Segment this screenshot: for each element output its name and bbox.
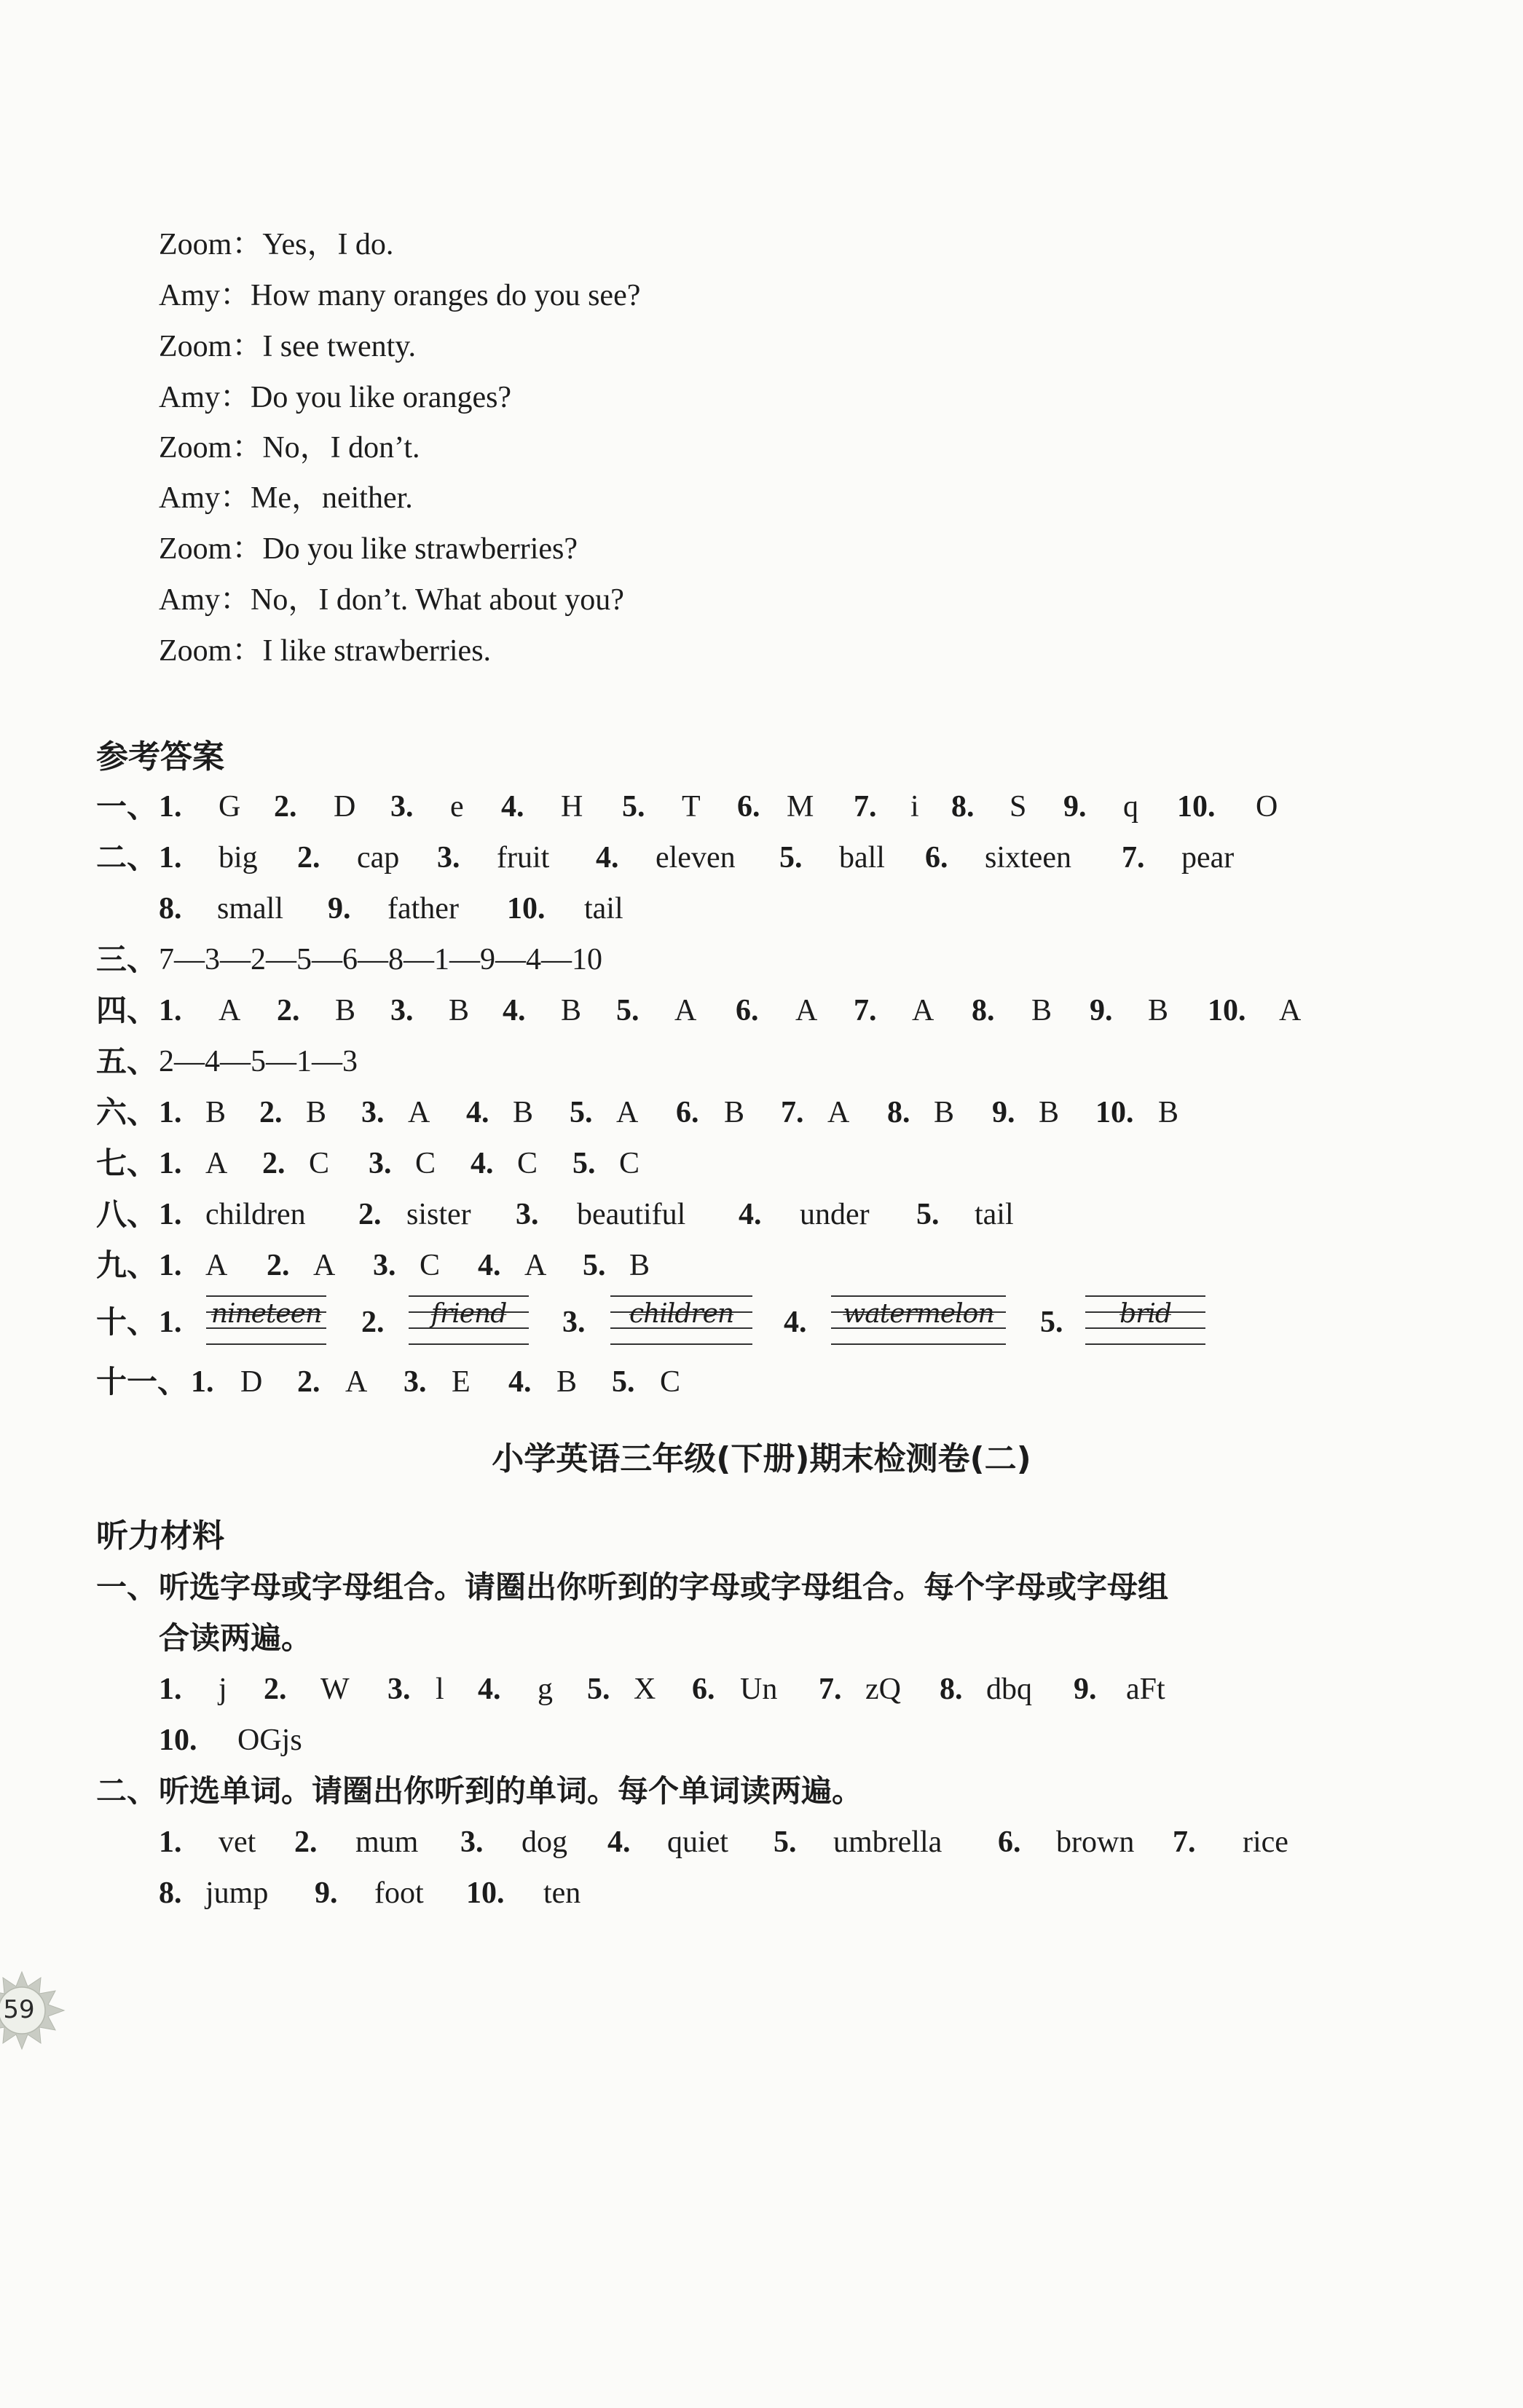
item-number: 2. — [264, 1673, 287, 1706]
item-number: 4. — [466, 1096, 489, 1129]
listening-heading: 听力材料 — [96, 1517, 224, 1555]
test-title: 小学英语三年级(下册)期末检测卷(二) — [492, 1440, 1031, 1477]
item-number: 9. — [992, 1096, 1015, 1129]
item-answer: A — [205, 1147, 228, 1180]
item-option: g — [538, 1673, 553, 1706]
item-answer: C — [619, 1147, 640, 1180]
listening-2-lead: 二、 — [96, 1773, 158, 1809]
item-number: 5. — [583, 1249, 606, 1282]
dialogue-line: Zoom：No，I don’t. — [159, 431, 420, 465]
item-answer: A — [205, 1249, 228, 1282]
item-number: 4. — [739, 1198, 762, 1231]
page-number-badge — [0, 1970, 70, 2050]
section-lead: 五、 — [96, 1043, 158, 1079]
item-answer: e — [450, 790, 464, 824]
listening-1-lead: 一、 — [96, 1569, 158, 1605]
item-option: quiet — [667, 1825, 728, 1859]
item-number: 10. — [1208, 994, 1246, 1027]
item-answer: A — [408, 1096, 430, 1129]
handwriting-box — [409, 1295, 529, 1343]
item-number: 5. — [570, 1096, 593, 1129]
item-answer: A — [795, 994, 818, 1027]
item-number: 5. — [572, 1147, 596, 1180]
item-answer: father — [387, 892, 459, 925]
item-number: 5. — [779, 841, 803, 875]
item-number: 9. — [328, 892, 351, 925]
item-option: dog — [522, 1825, 567, 1859]
item-number: 4. — [596, 841, 619, 875]
item-answer: T — [682, 790, 701, 824]
item-number: 3. — [361, 1096, 385, 1129]
item-answer: D — [240, 1365, 263, 1399]
item-answer: B — [306, 1096, 327, 1129]
item-number: 6. — [737, 790, 760, 824]
answers-heading: 参考答案 — [96, 738, 224, 775]
item-number: 3. — [373, 1249, 396, 1282]
item-number: 7. — [781, 1096, 804, 1129]
item-answer: B — [934, 1096, 955, 1129]
section-lead: 三、 — [96, 942, 158, 977]
item-number: 3. — [390, 994, 414, 1027]
item-answer: B — [1039, 1096, 1060, 1129]
item-answer: A — [345, 1365, 368, 1399]
item-answer: O — [1256, 790, 1278, 824]
item-number: 4. — [503, 994, 526, 1027]
item-answer: G — [219, 790, 241, 824]
item-option: brown — [1056, 1825, 1135, 1859]
item-answer: C — [309, 1147, 330, 1180]
item-number: 4. — [478, 1249, 501, 1282]
page-number: 59 — [3, 1995, 35, 2024]
item-number: 9. — [1074, 1673, 1097, 1706]
item-option: OGjs — [237, 1724, 302, 1757]
item-option: l — [436, 1673, 444, 1706]
item-option: jump — [205, 1876, 269, 1910]
item-number: 6. — [925, 841, 948, 875]
item-number: 2. — [267, 1249, 290, 1282]
handwritten-word: children — [629, 1299, 734, 1329]
item-number: 4. — [784, 1306, 807, 1339]
item-number: 5. — [616, 994, 639, 1027]
item-answer: sixteen — [985, 841, 1071, 875]
item-answer: q — [1123, 790, 1138, 824]
section-lead: 十、 — [96, 1304, 158, 1340]
item-number: 3. — [387, 1673, 411, 1706]
item-number: 1. — [191, 1365, 214, 1399]
sequence-answer: 2—4—5—1—3 — [159, 1045, 358, 1078]
item-answer: A — [827, 1096, 850, 1129]
item-number: 4. — [607, 1825, 631, 1859]
sequence-answer: 7—3—2—5—6—8—1—9—4—10 — [159, 943, 602, 976]
handwriting-box — [831, 1295, 1006, 1343]
item-option: j — [219, 1673, 227, 1706]
item-number: 6. — [676, 1096, 699, 1129]
listening-1-instruction: 听选字母或字母组合。请圈出你听到的字母或字母组合。每个字母或字母组 — [159, 1569, 1169, 1605]
item-answer: small — [217, 892, 283, 925]
item-number: 10. — [507, 892, 546, 925]
item-number: 9. — [315, 1876, 338, 1910]
item-number: 6. — [692, 1673, 715, 1706]
section-lead: 八、 — [96, 1196, 158, 1232]
item-answer: beautiful — [577, 1198, 686, 1231]
dialogue-line: Amy：Me，neither. — [159, 481, 413, 515]
item-answer: M — [787, 790, 814, 824]
item-number: 4. — [478, 1673, 501, 1706]
listening-1-instruction-cont: 合读两遍。 — [159, 1620, 312, 1656]
dialogue-line: Zoom：Do you like strawberries? — [159, 532, 578, 566]
item-option: umbrella — [833, 1825, 942, 1859]
item-number: 1. — [159, 1825, 182, 1859]
item-option: Un — [740, 1673, 778, 1706]
section-lead: 十一、 — [96, 1364, 189, 1400]
item-answer: B — [561, 994, 582, 1027]
item-number: 7. — [854, 790, 877, 824]
item-number: 7. — [819, 1673, 842, 1706]
item-number: 2. — [277, 994, 300, 1027]
item-answer: B — [449, 994, 470, 1027]
item-answer: A — [524, 1249, 547, 1282]
item-answer: B — [205, 1096, 227, 1129]
item-number: 8. — [940, 1673, 963, 1706]
item-answer: A — [674, 994, 697, 1027]
item-option: rice — [1243, 1825, 1288, 1859]
item-number: 2. — [297, 1365, 320, 1399]
item-answer: A — [912, 994, 934, 1027]
item-number: 5. — [774, 1825, 797, 1859]
item-answer: eleven — [656, 841, 736, 875]
item-number: 4. — [501, 790, 524, 824]
item-number: 8. — [887, 1096, 910, 1129]
section-lead: 九、 — [96, 1247, 158, 1283]
item-option: zQ — [865, 1673, 901, 1706]
item-option: X — [634, 1673, 656, 1706]
handwriting-box — [206, 1295, 326, 1343]
handwritten-word: nineteen — [210, 1299, 322, 1329]
item-number: 10. — [1177, 790, 1216, 824]
item-number: 2. — [297, 841, 320, 875]
item-answer: under — [800, 1198, 870, 1231]
item-number: 2. — [358, 1198, 382, 1231]
item-answer: i — [910, 790, 919, 824]
item-number: 10. — [1095, 1096, 1134, 1129]
item-answer: sister — [406, 1198, 471, 1231]
item-answer: B — [1158, 1096, 1179, 1129]
section-lead: 一、 — [96, 789, 158, 824]
item-option: aFt — [1126, 1673, 1165, 1706]
item-number: 4. — [508, 1365, 532, 1399]
item-number: 1. — [159, 994, 182, 1027]
dialogue-line: Zoom：I like strawberries. — [159, 634, 492, 668]
item-number: 3. — [369, 1147, 392, 1180]
section-lead: 四、 — [96, 992, 158, 1028]
item-answer: C — [517, 1147, 538, 1180]
item-number: 5. — [612, 1365, 635, 1399]
item-number: 1. — [159, 1306, 182, 1339]
dialogue-line: Amy：Do you like oranges? — [159, 381, 512, 414]
item-number: 1. — [159, 1249, 182, 1282]
item-answer: big — [219, 841, 258, 875]
item-answer: tail — [584, 892, 623, 925]
item-answer: C — [415, 1147, 436, 1180]
item-answer: E — [452, 1365, 471, 1399]
item-number: 8. — [951, 790, 975, 824]
item-answer: H — [561, 790, 583, 824]
item-answer: B — [556, 1365, 578, 1399]
item-option: foot — [374, 1876, 424, 1910]
item-answer: children — [205, 1198, 306, 1231]
item-number: 8. — [159, 1876, 182, 1910]
handwriting-box — [610, 1295, 752, 1343]
item-number: 7. — [854, 994, 877, 1027]
item-answer: B — [724, 1096, 745, 1129]
item-option: mum — [355, 1825, 419, 1859]
item-number: 6. — [736, 994, 759, 1027]
item-option: ten — [543, 1876, 581, 1910]
section-lead: 七、 — [96, 1145, 158, 1181]
item-number: 1. — [159, 1198, 182, 1231]
section-lead: 二、 — [96, 840, 158, 875]
item-answer: B — [1148, 994, 1169, 1027]
item-number: 2. — [259, 1096, 283, 1129]
item-answer: B — [335, 994, 356, 1027]
item-number: 2. — [262, 1147, 286, 1180]
item-answer: C — [420, 1249, 441, 1282]
dialogue-line: Amy：How many oranges do you see? — [159, 279, 641, 312]
item-number: 7. — [1173, 1825, 1196, 1859]
item-number: 9. — [1063, 790, 1087, 824]
dialogue-line: Amy：No，I don’t. What about you? — [159, 583, 624, 617]
item-number: 2. — [274, 790, 297, 824]
item-answer: A — [219, 994, 241, 1027]
item-number: 8. — [159, 892, 182, 925]
item-answer: B — [629, 1249, 650, 1282]
handwriting-box — [1085, 1295, 1205, 1343]
handwritten-word: friend — [430, 1299, 507, 1329]
item-number: 10. — [159, 1724, 197, 1757]
item-number: 7. — [1122, 841, 1145, 875]
item-answer: A — [616, 1096, 639, 1129]
handwritten-word: watermelon — [843, 1299, 994, 1329]
item-number: 2. — [361, 1306, 385, 1339]
item-answer: B — [1031, 994, 1052, 1027]
item-number: 2. — [294, 1825, 318, 1859]
item-answer: C — [660, 1365, 681, 1399]
item-number: 5. — [587, 1673, 610, 1706]
item-answer: B — [513, 1096, 534, 1129]
item-option: vet — [219, 1825, 256, 1859]
dialogue-line: Zoom：I see twenty. — [159, 330, 417, 363]
item-number: 1. — [159, 1147, 182, 1180]
item-number: 3. — [390, 790, 414, 824]
item-answer: cap — [357, 841, 400, 875]
item-number: 9. — [1090, 994, 1113, 1027]
item-answer: A — [1279, 994, 1302, 1027]
section-lead: 六、 — [96, 1094, 158, 1130]
item-number: 4. — [471, 1147, 494, 1180]
item-number: 1. — [159, 1096, 182, 1129]
item-number: 6. — [998, 1825, 1021, 1859]
item-number: 3. — [562, 1306, 586, 1339]
item-answer: D — [334, 790, 356, 824]
item-answer: fruit — [497, 841, 550, 875]
listening-2-instruction: 听选单词。请圈出你听到的单词。每个单词读两遍。 — [159, 1773, 863, 1809]
item-answer: ball — [839, 841, 885, 875]
item-answer: A — [313, 1249, 336, 1282]
item-number: 3. — [460, 1825, 484, 1859]
dialogue-line: Zoom：Yes，I do. — [159, 228, 394, 261]
item-number: 1. — [159, 790, 182, 824]
item-answer: tail — [975, 1198, 1014, 1231]
item-number: 5. — [622, 790, 645, 824]
handwritten-word: brid — [1119, 1299, 1171, 1329]
item-number: 1. — [159, 841, 182, 875]
item-number: 5. — [1040, 1306, 1063, 1339]
item-number: 3. — [404, 1365, 427, 1399]
item-number: 8. — [972, 994, 995, 1027]
item-answer: pear — [1181, 841, 1235, 875]
item-option: dbq — [986, 1673, 1032, 1706]
item-number: 10. — [466, 1876, 505, 1910]
item-option: W — [320, 1673, 350, 1706]
item-number: 3. — [516, 1198, 539, 1231]
item-number: 3. — [437, 841, 460, 875]
item-number: 5. — [916, 1198, 940, 1231]
item-number: 1. — [159, 1673, 182, 1706]
item-answer: S — [1010, 790, 1027, 824]
